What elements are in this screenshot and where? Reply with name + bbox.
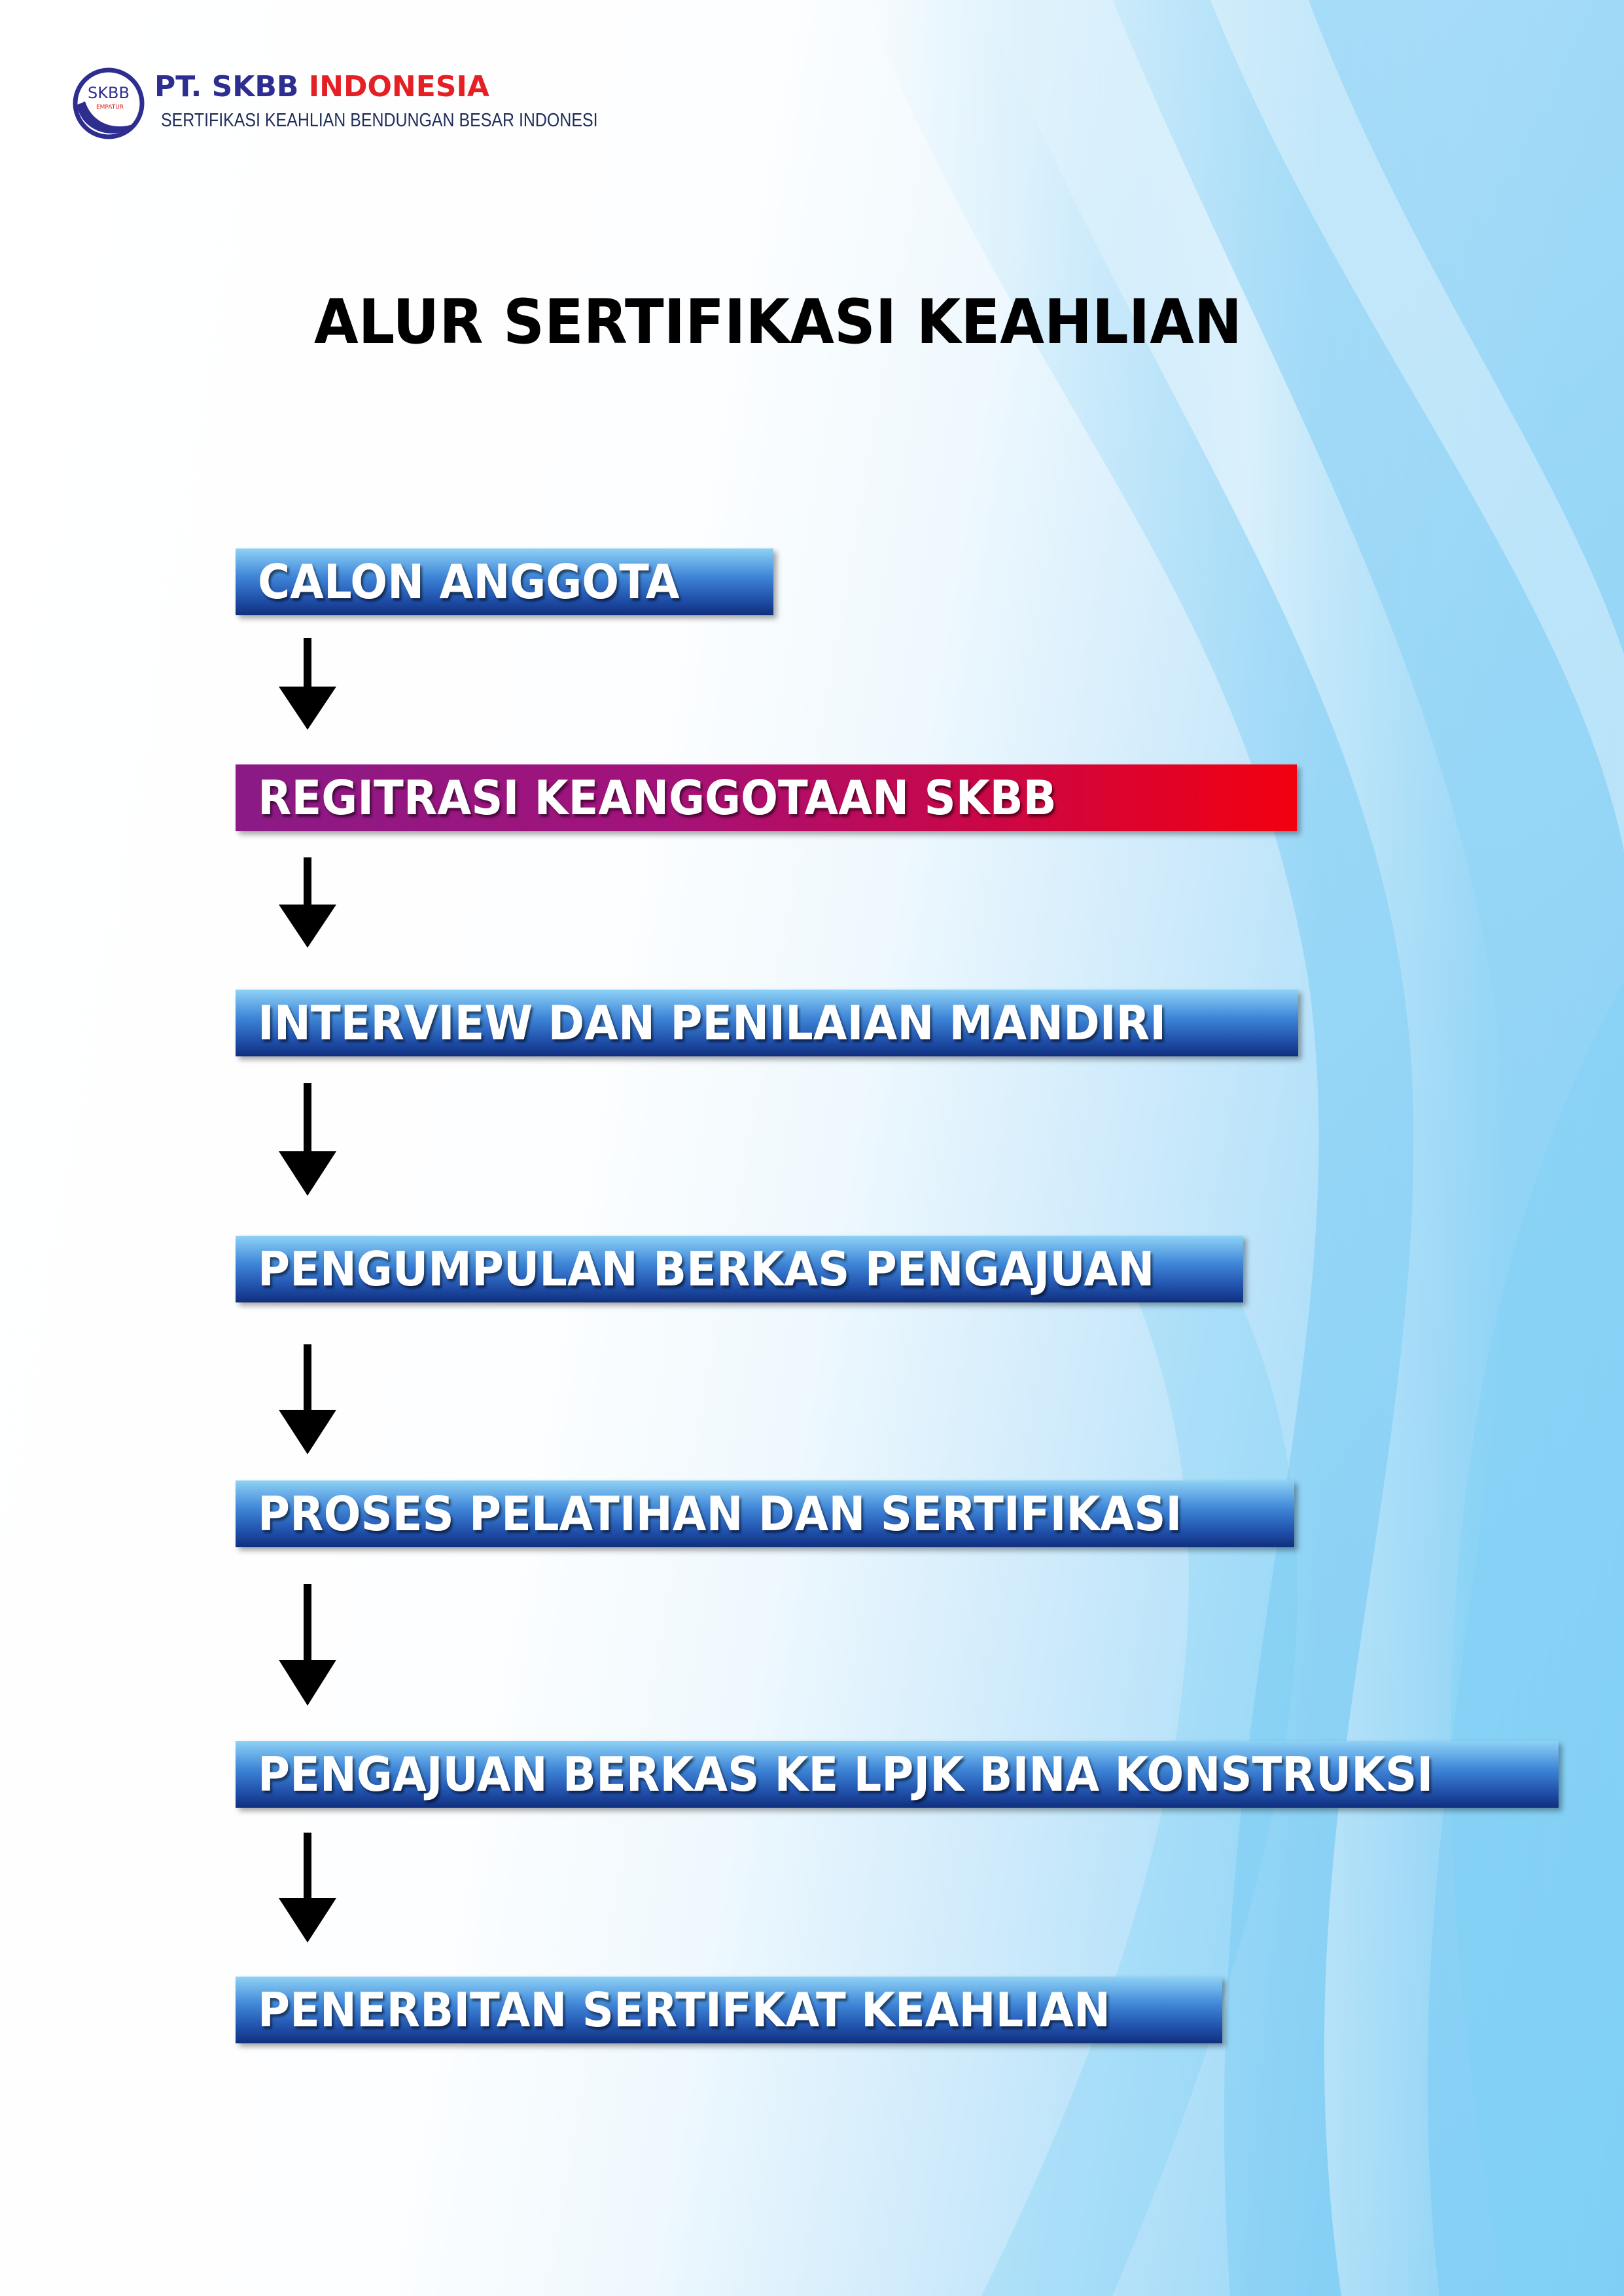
arrow-down-icon <box>276 1833 339 1943</box>
arrow-down-icon <box>276 1344 339 1454</box>
flow-step-proses-pelatihan <box>236 1480 1294 1547</box>
company-name-part2: INDONESIA <box>308 70 489 103</box>
flow-step-registrasi-keanggotaan <box>236 764 1297 831</box>
step-label: REGITRASI KEANGGOTAAN SKBB <box>258 770 1057 825</box>
arrow-down-icon <box>276 1584 339 1706</box>
step-label: PENGUMPULAN BERKAS PENGAJUAN <box>258 1242 1155 1297</box>
skbb-logo-icon <box>71 65 147 141</box>
arrow-down-icon <box>276 1083 339 1196</box>
step-label: PROSES PELATIHAN DAN SERTIFIKASI <box>258 1486 1182 1541</box>
logo-mark-subtext: EMPATUR <box>96 104 124 111</box>
flow-step-pengumpulan-berkas <box>236 1236 1243 1302</box>
step-label: PENERBITAN SERTIFKAT KEAHLIAN <box>258 1982 1111 2037</box>
company-logo <box>71 65 598 144</box>
arrow-down-icon <box>276 857 339 948</box>
step-label: PENGAJUAN BERKAS KE LPJK BINA KONSTRUKSI <box>258 1747 1434 1802</box>
step-label: INTERVIEW DAN PENILAIAN MANDIRI <box>258 996 1167 1050</box>
company-tagline: SERTIFIKASI KEAHLIAN BENDUNGAN BESAR INDONESI <box>161 110 598 131</box>
flow-step-pengajuan-lpjk <box>236 1741 1559 1808</box>
company-name <box>154 69 489 105</box>
logo-mark-text: SKBB <box>88 84 130 102</box>
arrow-down-icon <box>276 638 339 730</box>
flow-step-penerbitan-sertifikat <box>236 1977 1222 2043</box>
flow-step-interview <box>236 990 1298 1056</box>
flow-step-calon-anggota <box>236 548 773 615</box>
step-label: CALON ANGGOTA <box>258 554 680 609</box>
page-title: ALUR SERTIFIKASI KEAHLIAN <box>314 287 1243 358</box>
company-name-part1: PT. SKBB <box>154 70 309 103</box>
